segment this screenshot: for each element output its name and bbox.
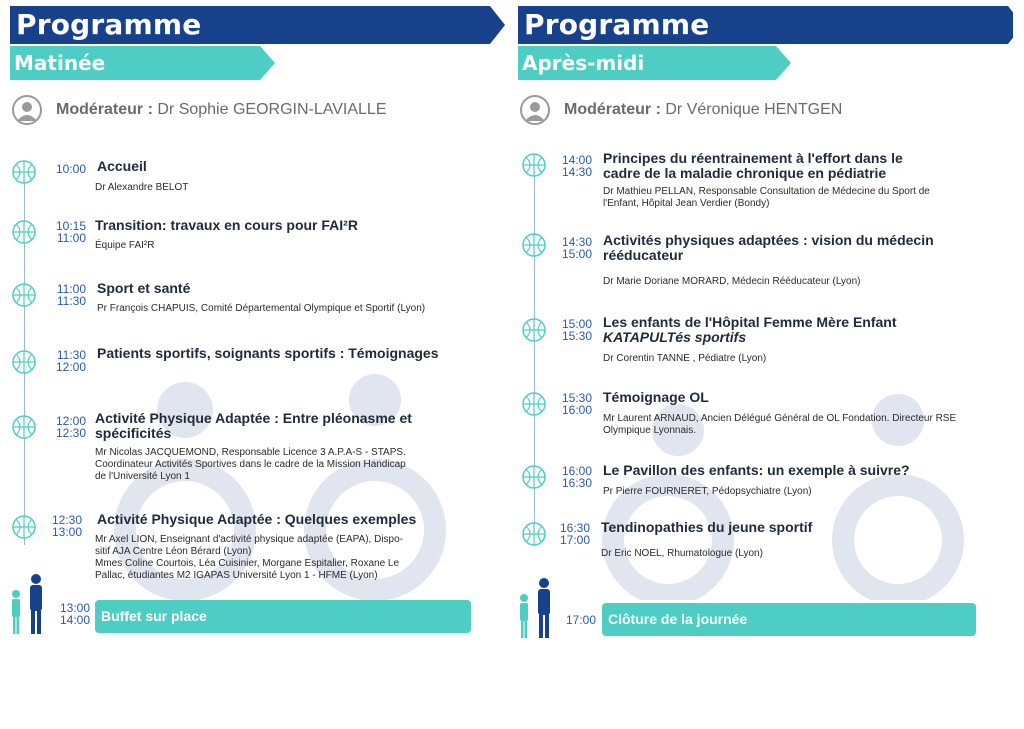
session-item-title: Tendinopathies du jeune sportif [601, 519, 813, 535]
time-end: 11:30 [56, 294, 86, 308]
programme-title: Programme [16, 8, 202, 41]
time-start: 15:30 [561, 391, 592, 405]
user-avatar-icon [12, 95, 42, 125]
moderator [520, 95, 990, 125]
title-line: KATAPULTés sportifs [603, 329, 747, 345]
time-start: 10:15 [55, 219, 86, 233]
speaker-line: Mr Laurent ARNAUD, Ancien Délégué Général de OL Fondation. Directeur RSE [603, 413, 957, 424]
session-item-speaker: Dr Marie Doriane MORARD, Médecin Rééducateur (Lyon) [603, 276, 861, 287]
basketball-icon [522, 392, 546, 416]
session-item-speaker: Pr Pierre FOURNERET, Pédopsychiatre (Lyon) [603, 486, 812, 497]
basketball-icon [12, 415, 36, 439]
speaker-line: Mmes Coline Courtois, Léa Cuisinier, Morgane Espitalier, Roxane Le [95, 558, 400, 569]
speaker-line: Olympique Lyonnais. [603, 425, 697, 436]
programme-afternoon-column [508, 0, 1008, 729]
time-start: 10:00 [55, 162, 86, 176]
moderator-text [56, 101, 386, 119]
closing-label: Clôture de la journée [608, 611, 748, 627]
time-end: 16:30 [561, 476, 592, 490]
moderator-name: Dr Véronique HENTGEN [665, 101, 843, 118]
title-line: rééducateur [603, 247, 684, 263]
time-end: 12:30 [55, 426, 86, 440]
people-silhouette-icon [516, 576, 556, 640]
basketball-icon [12, 515, 36, 539]
session-title: Après-midi [522, 51, 645, 75]
speaker-line: Mr Nicolas JACQUEMOND, Responsable Licence 3 A.P.A-S - STAPS. [95, 447, 406, 458]
moderator-label: Modérateur : [564, 101, 661, 118]
session-item-speaker: Pr François CHAPUIS, Comité Départemental Olympique et Sportif (Lyon) [97, 303, 426, 314]
session-item-title: Accueil [97, 158, 147, 174]
moderator-text [564, 101, 842, 119]
speaker-line: l'Enfant, Hôpital Jean Verdier (Bondy) [603, 198, 770, 209]
buffet-label: Buffet sur place [101, 608, 207, 624]
time-start: 17:00 [565, 613, 596, 627]
title-line: Activités physiques adaptées : vision du médecin [603, 232, 934, 248]
time-start: 15:00 [561, 317, 592, 331]
basketball-icon [12, 283, 36, 307]
session-item-speaker: Équipe FAI²R [95, 240, 155, 251]
time-end: 15:30 [561, 329, 592, 343]
basketball-icon [522, 153, 546, 177]
time-start: 11:30 [56, 348, 86, 362]
session-item-speaker [603, 186, 993, 210]
time-end: 16:00 [561, 403, 592, 417]
time-start: 12:30 [51, 513, 82, 527]
programme-banner [518, 6, 1003, 44]
moderator [12, 95, 482, 125]
session-item-speaker [95, 447, 475, 483]
session-item-title: Sport et santé [97, 280, 191, 296]
session-item-speaker: Dr Eric NOEL, Rhumatologue (Lyon) [601, 548, 763, 559]
title-line: Les enfants de l'Hôpital Femme Mère Enfant [603, 314, 897, 330]
title-line: cadre de la maladie chronique en pédiatrie [603, 165, 887, 181]
session-item-title [95, 411, 475, 441]
time-start: 14:00 [561, 153, 592, 167]
basketball-icon [12, 220, 36, 244]
time-end: 15:00 [561, 247, 592, 261]
session-banner [10, 46, 275, 80]
basketball-icon [522, 465, 546, 489]
programme-morning-column [0, 0, 500, 729]
session-item-title [603, 315, 993, 345]
session-item-speaker: Dr Alexandre BELOT [95, 182, 189, 193]
basketball-icon [522, 233, 546, 257]
time-start: 13:00 [59, 601, 90, 615]
session-item-title: Patients sportifs, soignants sportifs : Témoignages [97, 345, 439, 361]
title-line: Principes du réentrainement à l'effort dans le [603, 150, 903, 166]
session-item-title [603, 233, 993, 263]
session-item-speaker: Dr Corentin TANNE , Pédiatre (Lyon) [603, 353, 767, 364]
session-title: Matinée [14, 51, 106, 75]
speaker-line: Pallac, étudiantes M2 IGAPAS Université Lyon 1 - HFME (Lyon) [95, 570, 378, 581]
session-item-title: Transition: travaux en cours pour FAI²R [95, 217, 358, 233]
buffet-box [95, 600, 471, 633]
session-item-title: Activité Physique Adaptée : Quelques exemples [97, 511, 417, 527]
time-end: 12:00 [55, 360, 86, 374]
session-banner [518, 46, 783, 80]
session-item-title: Témoignage OL [603, 389, 709, 405]
time-end: 14:30 [561, 165, 592, 179]
session-item-title [603, 151, 993, 181]
closing-box [602, 603, 976, 636]
speaker-line: Dr Mathieu PELLAN, Responsable Consultation de Médecine du Sport de [603, 186, 930, 197]
speaker-line: Coordinateur Activités Sportives dans le cadre de la Mission Handicap [95, 459, 406, 470]
speaker-line: de l'Université Lyon 1 [95, 471, 190, 482]
session-item-speaker [95, 534, 475, 582]
time-start: 11:00 [56, 282, 86, 296]
basketball-icon [522, 522, 546, 546]
speaker-line: sitif AJA Centre Léon Bérard (Lyon) [95, 546, 252, 557]
time-end: 13:00 [51, 525, 82, 539]
speaker-line: Mr Axel LION, Enseignant d'activité physique adaptée (EAPA), Dispo- [95, 534, 403, 545]
basketball-icon [12, 350, 36, 374]
time-start: 16:00 [561, 464, 592, 478]
time-start: 12:00 [55, 414, 86, 428]
time-start: 16:30 [559, 521, 590, 535]
time-end: 11:00 [56, 231, 86, 245]
time-end: 17:00 [559, 533, 590, 547]
people-silhouette-icon [8, 572, 48, 636]
basketball-icon [12, 160, 36, 184]
title-line: Activité Physique Adaptée : Entre pléonasme et [95, 410, 412, 426]
programme-title: Programme [524, 8, 710, 41]
moderator-label: Modérateur : [56, 101, 153, 118]
programme-banner [10, 6, 495, 44]
time-end: 14:00 [59, 613, 90, 627]
user-avatar-icon [520, 95, 550, 125]
title-line: spécificités [95, 425, 172, 441]
session-item-speaker [603, 413, 1003, 437]
time-start: 14:30 [561, 235, 592, 249]
moderator-name: Dr Sophie GEORGIN-LAVIALLE [157, 101, 387, 118]
basketball-icon [522, 318, 546, 342]
session-item-title: Le Pavillon des enfants: un exemple à suivre? [603, 462, 910, 478]
